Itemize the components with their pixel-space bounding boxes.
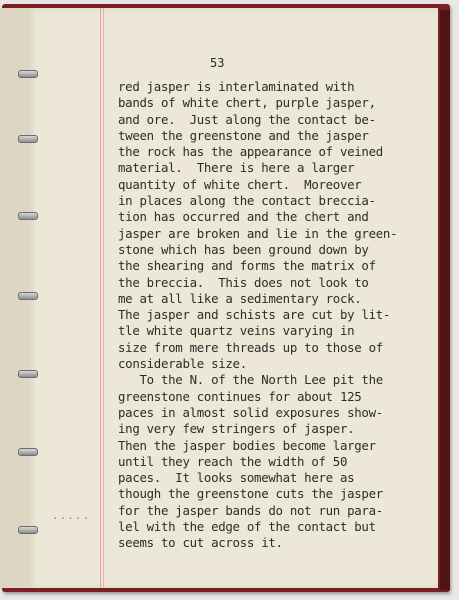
text-line: tween the greenstone and the jasper xyxy=(118,127,369,143)
text-line: quantity of white chert. Moreover xyxy=(118,176,362,192)
text-line: size from mere threads up to those of xyxy=(118,339,383,355)
text-line: tion has occurred and the chert and xyxy=(118,209,369,225)
text-line: the shearing and forms the matrix of xyxy=(118,258,376,274)
text-line: me at all like a sedimentary rock. xyxy=(118,290,362,306)
text-line: though the greenstone cuts the jasper xyxy=(118,486,383,502)
binding-ring xyxy=(18,526,38,534)
text-line: tle white quartz veins varying in xyxy=(118,323,355,339)
binding-ring xyxy=(18,370,38,378)
text-line: red jasper is interlaminated with xyxy=(118,79,355,94)
text-line: seems to cut across it. xyxy=(118,535,283,551)
text-line: jasper are broken and lie in the green- xyxy=(118,225,398,241)
margin-rule xyxy=(100,8,101,588)
text-line: paces. It looks somewhat here as xyxy=(118,470,355,486)
text-line: the breccia. This does not look to xyxy=(118,274,369,290)
text-line: in places along the contact breccia- xyxy=(118,193,376,209)
page-number: 53 xyxy=(210,56,225,70)
text-line: considerable size. xyxy=(118,356,247,372)
bleed-through-text: ····· xyxy=(52,512,91,525)
text-line: To the N. of the North Lee pit the xyxy=(118,372,383,388)
typed-text-block xyxy=(118,79,448,552)
text-line: The jasper and schists are cut by lit- xyxy=(118,307,391,323)
text-line: material. There is here a larger xyxy=(118,160,355,176)
text-line: bands of white chert, purple jasper, xyxy=(118,95,376,111)
text-line: for the jasper bands do not run para- xyxy=(118,502,383,518)
text-line: ing very few stringers of jasper. xyxy=(118,421,355,437)
binding-ring xyxy=(18,212,38,220)
text-line: paces in almost solid exposures show- xyxy=(118,404,383,420)
text-line: lel with the edge of the contact but xyxy=(118,519,376,535)
text-line: the rock has the appearance of veined xyxy=(118,144,383,160)
text-line: and ore. Just along the contact be- xyxy=(118,111,376,127)
text-line: Then the jasper bodies become larger xyxy=(118,437,376,453)
text-line: until they reach the width of 50 xyxy=(118,453,348,469)
text-line: stone which has been ground down by xyxy=(118,241,369,257)
margin-rule-inner xyxy=(103,8,104,588)
binding-ring xyxy=(18,135,38,143)
binding-ring xyxy=(18,292,38,300)
text-line: greenstone continues for about 125 xyxy=(118,388,362,404)
binding-ring xyxy=(18,70,38,78)
binding-ring xyxy=(18,448,38,456)
